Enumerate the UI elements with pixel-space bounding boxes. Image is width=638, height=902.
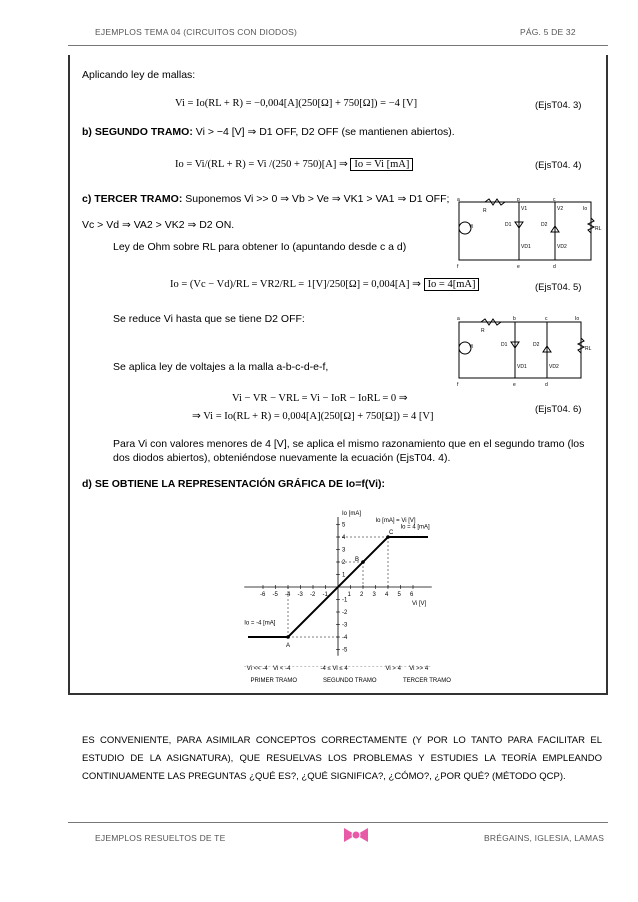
section-b [82,125,455,139]
x-tick-label: 2 [360,592,364,598]
section-c [82,192,462,206]
x-tick-label: 3 [372,592,376,598]
y-tick-label: -5 [342,647,348,654]
section-c-text: Suponemos Vi >> 0 ⇒ Vb > Ve ⇒ VK1 > VA1 ⇒ D1 OFF; [185,193,450,205]
footer-right: BRÉGAINS, IGLESIA, LAMAS [484,833,605,843]
equation-5-left: Io = (Vc − Vd)/RL = VR2/RL = 1[V]/250[Ω] = 0,004[A] ⇒ [170,279,421,290]
equation-4-result: Io = Vi [mA] [350,158,413,171]
y-tick-label: 1 [342,572,346,579]
io-vi-chart [200,495,480,700]
intro-text: Aplicando ley de mallas: [82,69,196,81]
x-tick-label: -3 [297,592,303,598]
y-tick-label: -2 [342,610,348,616]
footer-note: ES CONVENIENTE, PARA ASIMILAR CONCEPTOS CORRECTAMENTE (Y POR LO TANTO PARA FACILITAR EL ESTUDIO DE LA ASIGNATURA), QUE RESUELVAS LOS PROBLEMAS Y ESTUDIES LA TEORÍA EMPLEANDO CONTINUAMENTE LAS PREGUNTAS ¿QUÉ ES?, ¿QUÉ SIGNIFICA?, ¿CÓMO?, ¿POR QUÉ? (MÉTODO QCP). [82,735,602,782]
footer-left: EJEMPLOS RESUELTOS DE TE [95,833,226,843]
equation-4 [175,158,413,170]
x-tick-label: 6 [410,592,414,598]
svg-text:D1: D1 [501,342,508,348]
region-5: Vi >> 4 [409,665,429,672]
svg-text:VD2: VD2 [549,364,559,370]
svg-text:V1: V1 [521,206,528,212]
equation-tag-4: (EjsT04. 4) [535,160,582,171]
section-b-label: b) SEGUNDO TRAMO: [82,126,193,138]
y-tick-label: -3 [342,622,348,629]
circuit-1-diodes [515,222,559,232]
equation-3: Vi = Io(RL + R) = −0,004[A](250[Ω] + 750[Ω]) = −4 [V] [175,98,418,109]
y-tick-label: -4 [342,635,348,641]
x-axis-label: Vi [V] [412,601,427,607]
equation-5-result: Io = 4[mA] [424,278,480,291]
tramo-1: PRIMER TRAMO [250,677,298,684]
footer-rule [68,822,608,823]
svg-text:RL: RL [595,226,602,232]
section-c-label: c) TERCER TRAMO: [82,193,183,205]
svg-text:b: b [517,198,520,203]
svg-text:VD1: VD1 [521,244,531,250]
annotation-linear: Io [mA] = Vi [V] [375,518,416,524]
region-1: Vi << -4 [246,665,268,672]
svg-text:Io: Io [583,206,588,212]
ohm-text: Ley de Ohm sobre RL para obtener Io (apuntando desde c a d) [113,241,407,253]
svg-text:D2: D2 [541,222,548,228]
equation-6a: Vi − VR − VRL = Vi − IoR − IoRL = 0 ⇒ [232,393,408,404]
circuit-2-diodes [511,342,551,352]
svg-text:f: f [457,264,459,270]
svg-text:e: e [517,264,520,270]
equation-4-left: Io = Vi/(RL + R) = Vi /(250 + 750)[A] ⇒ [175,159,348,170]
point-label-a: A [286,643,291,649]
point-label-c: C [389,530,394,536]
annotation-sat-high: Io = 4 [mA] [400,524,430,531]
annotation-sat-low: Io = -4 [mA] [244,620,276,627]
apply-text: Se aplica ley de voltajes a la malla a-b-c-d-e-f, [113,361,329,373]
svg-text:d: d [553,264,556,270]
svg-text:Vi: Vi [469,224,474,230]
region-3: -4 ≤ Vi ≤ 4 [320,665,348,672]
y-tick-label: -1 [342,597,348,604]
y-tick-label: 5 [342,522,346,529]
svg-text:D2: D2 [533,342,540,348]
svg-text:R: R [483,208,487,214]
circuit-diagram-2 [455,316,605,388]
equation-tag-3: (EjsT04. 3) [535,100,582,111]
y-axis-label: Io [mA] [342,511,362,517]
svg-text:VD2: VD2 [557,244,567,250]
x-tick-label: -1 [322,592,328,598]
region-2: Vi < -4 [273,665,291,672]
header-rule [68,45,608,46]
x-tick-label: 4 [385,592,389,598]
tramo-3: TERCER TRAMO [403,677,451,684]
svg-text:e: e [513,382,516,388]
x-tick-label: 5 [397,592,401,598]
y-tick-label: 4 [342,535,346,541]
paragraph-final: Para Vi con valores menores de 4 [V], se aplica el mismo razonamiento que en el segundo tramo (los dos diodos abiertos), obteniéndose nuevamente la ecuación (EjsT04. 4). [113,438,585,464]
x-tick-label: -6 [260,592,266,598]
svg-text:c: c [553,198,556,203]
svg-text:R: R [481,328,485,334]
svg-text:D1: D1 [505,222,512,228]
logo-icon [342,826,370,844]
y-tick-label: 2 [342,560,346,566]
tramo-2: SEGUNDO TRAMO [323,677,377,684]
svg-text:VD1: VD1 [517,364,527,370]
x-tick-label: -4 [285,592,291,598]
svg-text:d: d [545,382,548,388]
equation-tag-5: (EjsT04. 5) [535,282,582,293]
section-c-text2: Vc > Vd ⇒ VA2 > VK2 ⇒ D2 ON. [82,219,235,231]
svg-text:RL: RL [585,346,592,352]
svg-text:Io: Io [575,316,580,322]
svg-text:f: f [457,382,459,388]
svg-text:a: a [457,316,460,322]
y-tick-label: 3 [342,547,346,554]
equation-6b: ⇒ Vi = Io(RL + R) = 0,004[A](250[Ω] + 750[Ω]) = 4 [V] [192,411,434,422]
svg-text:V2: V2 [557,206,564,212]
x-tick-label: -2 [310,592,316,598]
section-b-text: Vi > −4 [V] ⇒ D1 OFF, D2 OFF (se mantienen abiertos). [195,126,455,138]
circuit-diagram-1 [455,198,605,270]
header-page: PÁG. 5 DE 32 [520,27,576,37]
section-d-label: d) SE OBTIENE LA REPRESENTACIÓN GRÁFICA DE Io=f(Vi): [82,478,386,490]
point-label-b: B [355,557,360,563]
svg-text:b: b [513,316,516,322]
svg-text:a: a [457,198,460,203]
svg-text:Vi: Vi [469,344,474,350]
header-left: EJEMPLOS TEMA 04 (CIRCUITOS CON DIODOS) [95,27,298,37]
reduce-text: Se reduce Vi hasta que se tiene D2 OFF: [113,313,305,325]
equation-5 [170,278,479,290]
x-tick-label: -5 [272,592,278,598]
svg-text:c: c [545,316,548,322]
x-tick-label: 1 [347,592,351,598]
equation-tag-6: (EjsT04. 6) [535,404,582,415]
region-4: Vi > 4 [385,665,401,672]
